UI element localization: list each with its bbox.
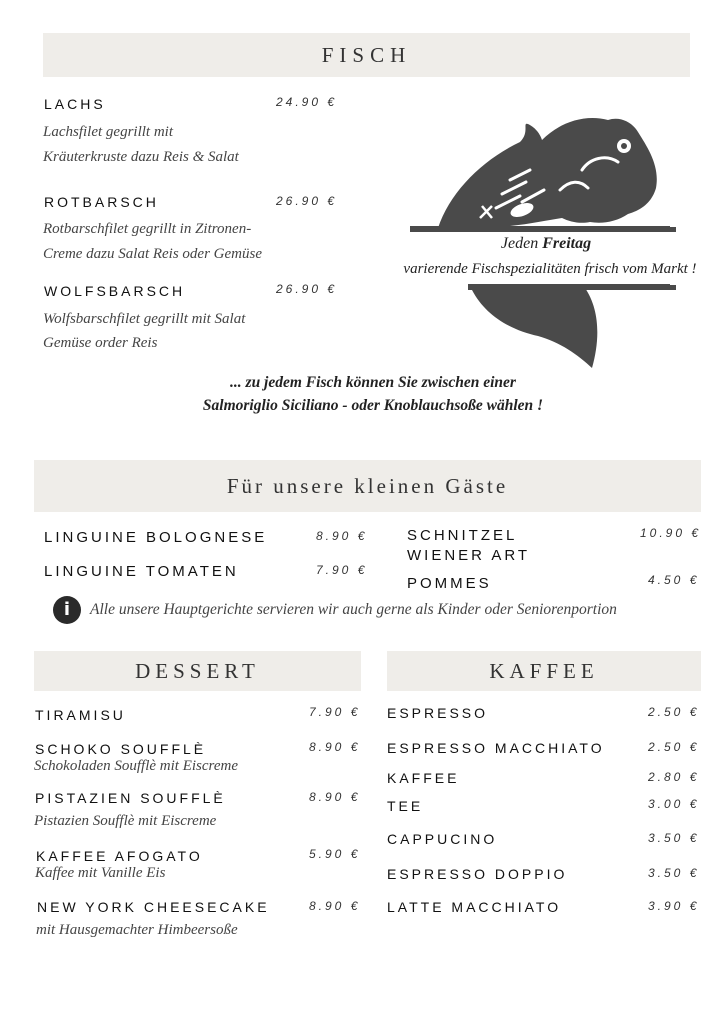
menu-item-espresso: ESPRESSO — [387, 705, 489, 721]
price-cappucino: 3.50 € — [648, 831, 700, 845]
menu-item-linguine-bolognese: LINGUINE BOLOGNESE — [44, 529, 268, 546]
price-pommes: 4.50 € — [648, 573, 700, 587]
menu-item-tee: TEE — [387, 798, 424, 814]
info-icon: i — [53, 596, 81, 624]
price-kaffee: 2.80 € — [648, 770, 700, 784]
price-latte-macchiato: 3.90 € — [648, 899, 700, 913]
friday-prefix: Jeden — [500, 235, 543, 252]
price-espresso-doppio: 3.50 € — [648, 866, 700, 880]
desc-lachs-2: Kräuterkruste dazu Reis & Salat — [43, 149, 239, 165]
desc-pistazien-souffle: Pistazien Soufflè mit Eiscreme — [34, 813, 217, 829]
friday-banner-line-top — [410, 227, 676, 232]
price-kaffee-afogato: 5.90 € — [309, 847, 361, 861]
desc-lachs-1: Lachsfilet gegrillt mit — [43, 124, 173, 140]
friday-banner-line-bottom — [468, 285, 676, 290]
info-text: Alle unsere Hauptgerichte servieren wir auch gerne als Kinder oder Seniorenportion — [90, 601, 617, 618]
price-schnitzel: 10.90 € — [640, 526, 702, 540]
desc-wolfsbarsch-2: Gemüse order Reis — [43, 335, 158, 351]
menu-item-pistazien-souffle: PISTAZIEN SOUFFLÈ — [35, 790, 226, 806]
price-linguine-tomaten: 7.90 € — [316, 563, 368, 577]
price-wolfsbarsch: 26.90 € — [276, 282, 338, 296]
price-schoko-souffle: 8.90 € — [309, 740, 361, 754]
menu-item-new-york-cheesecake: NEW YORK CHEESECAKE — [37, 899, 270, 915]
desc-wolfsbarsch-1: Wolfsbarschfilet gegrillt mit Salat — [43, 311, 246, 327]
menu-item-espresso-doppio: ESPRESSO DOPPIO — [387, 866, 568, 882]
price-new-york-cheesecake: 8.90 € — [309, 899, 361, 913]
price-rotbarsch: 26.90 € — [276, 194, 338, 208]
menu-item-kaffee-afogato: KAFFEE AFOGATO — [36, 848, 203, 864]
fisch-title: FISCH — [321, 43, 412, 67]
menu-item-wolfsbarsch: WOLFSBARSCH — [44, 283, 186, 299]
menu-item-latte-macchiato: LATTE MACCHIATO — [387, 899, 562, 915]
price-linguine-bolognese: 8.90 € — [316, 529, 368, 543]
price-tiramisu: 7.90 € — [309, 705, 361, 719]
dessert-title: DESSERT — [135, 659, 260, 683]
desc-schoko-souffle: Schokoladen Soufflè mit Eiscreme — [34, 758, 238, 774]
friday-bold: Freitag — [542, 235, 592, 252]
desc-rotbarsch-2: Creme dazu Salat Reis oder Gemüse — [43, 246, 262, 262]
menu-item-lachs: LACHS — [44, 96, 106, 112]
menu-item-tiramisu: TIRAMISU — [35, 707, 126, 723]
menu-item-espresso-macchiato: ESPRESSO MACCHIATO — [387, 740, 605, 756]
desc-kaffee-afogato: Kaffee mit Vanille Eis — [35, 865, 166, 881]
menu-item-cappucino: CAPPUCINO — [387, 831, 498, 847]
price-espresso-macchiato: 2.50 € — [648, 740, 700, 754]
friday-text: varierende Fischspezialitäten frisch vom Markt ! — [403, 261, 697, 277]
sauce-note-1: ... zu jedem Fisch können Sie zwischen einer — [230, 374, 516, 391]
desc-rotbarsch-1: Rotbarschfilet gegrillt in Zitronen- — [43, 221, 252, 237]
price-tee: 3.00 € — [648, 797, 700, 811]
price-pistazien-souffle: 8.90 € — [309, 790, 361, 804]
price-espresso: 2.50 € — [648, 705, 700, 719]
menu-item-schoko-souffle: SCHOKO SOUFFLÈ — [35, 741, 207, 757]
sauce-note-2: Salmoriglio Siciliano - oder Knoblauchsoße wählen ! — [202, 397, 544, 414]
menu-item-rotbarsch: ROTBARSCH — [44, 194, 159, 210]
menu-item-linguine-tomaten: LINGUINE TOMATEN — [44, 563, 239, 580]
kaffee-title: KAFFEE — [489, 659, 599, 683]
desc-new-york-cheesecake: mit Hausgemachter Himbeersoße — [36, 922, 238, 938]
price-lachs: 24.90 € — [276, 95, 338, 109]
friday-heading — [380, 235, 712, 253]
menu-item-schnitzel-2: WIENER ART — [407, 547, 531, 564]
menu-item-kaffee: KAFFEE — [387, 770, 460, 786]
menu-item-schnitzel-1: SCHNITZEL — [407, 527, 518, 544]
menu-item-pommes: POMMES — [407, 575, 492, 592]
kids-title: Für unsere kleinen Gäste — [226, 474, 509, 498]
